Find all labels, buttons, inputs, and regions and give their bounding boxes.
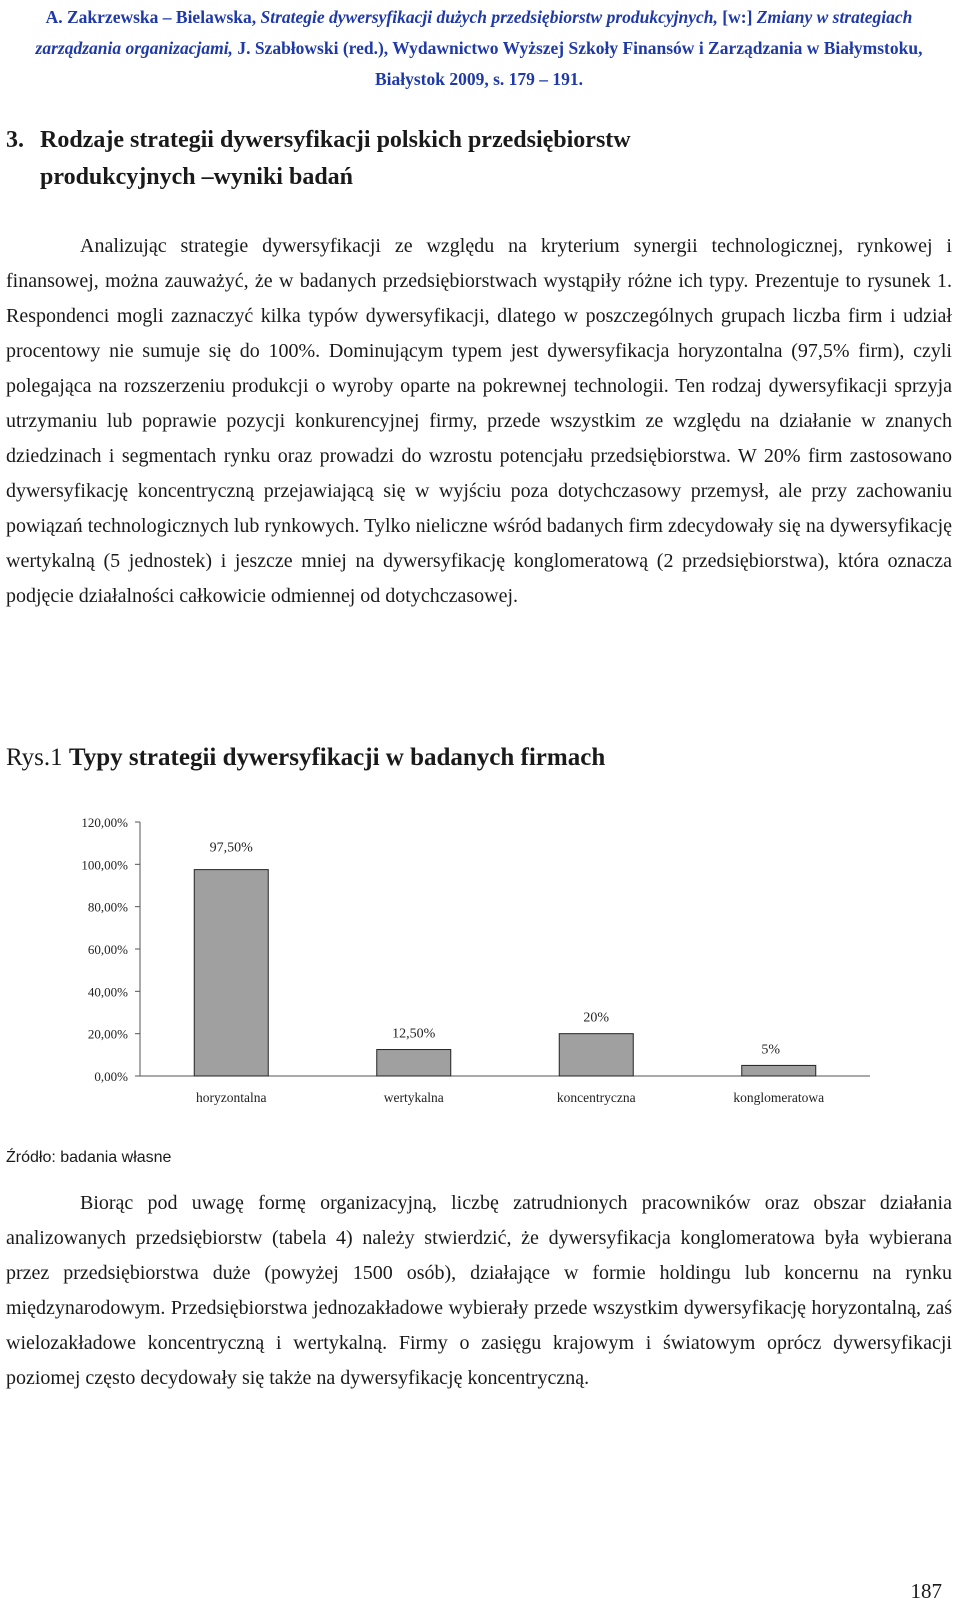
section-number: 3. xyxy=(6,127,24,153)
data-label: 12,50% xyxy=(392,1026,436,1042)
figure-title xyxy=(6,740,605,776)
figure-name: Typy strategii dywersyfikacji w badanych firmach xyxy=(68,744,606,771)
x-tick-label: koncentryczna xyxy=(556,1090,636,1105)
bar xyxy=(194,870,268,1076)
y-tick-label: 120,00% xyxy=(81,815,128,830)
data-label: 97,50% xyxy=(209,840,253,856)
x-tick-label: konglomeratowa xyxy=(733,1090,825,1105)
page-number: 187 xyxy=(910,1579,942,1603)
data-label: 20% xyxy=(583,1010,610,1026)
citation-book: Zmiany w strategiach zarządzania organizacjami, xyxy=(35,7,913,58)
y-tick-label: 80,00% xyxy=(87,899,128,915)
citation-header xyxy=(6,2,952,95)
section-heading xyxy=(6,122,906,196)
y-tick-label: 0,00% xyxy=(94,1069,128,1084)
bar xyxy=(742,1065,816,1076)
y-tick-label: 40,00% xyxy=(87,984,128,1000)
bar xyxy=(559,1034,633,1076)
citation-in: [w:] xyxy=(722,7,753,27)
chart-labels xyxy=(196,841,824,1105)
chart-bars xyxy=(194,870,816,1076)
figure-source: Źródło: badania własne xyxy=(6,1149,172,1166)
y-tick-label: 20,00% xyxy=(87,1026,128,1042)
y-tick-label: 100,00% xyxy=(81,857,128,873)
y-tick-label: 60,00% xyxy=(87,942,128,957)
paragraph-2: Biorąc pod uwagę formę organizacyjną, liczbę zatrudnionych pracowników oraz obszar działania analizowanych przedsiębiorstw (tabela 4) należy stwierdzić, że dywersyfikacja konglomeratowa była wybierana przez przedsiębiorstwa duże (powyżej 1500 osób), działające w formie holdingu lub koncernu na rynku międzynarodowym. Przedsiębiorstwa jednozakładowe wybierały przede wszystkim dywersyfikację horyzontalną, zaś wielozakładowe koncentryczną i wertykalną. Firmy o zasięgu krajowym i światowym oprócz dywersyfikacji poziomej często decydowały się także na dywersyfikację koncentryczną. xyxy=(6,1192,952,1389)
x-tick-label: horyzontalna xyxy=(196,1090,267,1105)
bar-chart xyxy=(56,810,886,1115)
paragraph-1: Analizując strategie dywersyfikacji ze względu na kryterium synergii technologicznej, rynkowej i finansowej, można zauważyć, że w badanych przedsiębiorstwach wystąpiły różne ich typy. Prezentuje to rysunek 1. Respondenci mogli zaznaczyć kilka typów dywersyfikacji, dlatego w poszczególnych grupach liczba firm i udział procentowy nie sumuje się do 100%. Dominującym typem jest dywersyfikacja horyzontalna (97,5% firm), czyli polegająca na rozszerzeniu produkcji o wyroby oparte na pokrewnej technologii. Ten rodzaj dywersyfikacji sprzyja utrzymaniu lub poprawie pozycji konkurencyjnej firmy, przede wszystkim ze względu na działanie w znanych dziedzinach i segmentach rynku oraz prowadzi do wzrostu potencjału przedsiębiorstwa. W 20% firm zastosowano dywersyfikację koncentryczną przejawiającą się w wyjściu poza dotychczasowy przemysł, ale przy zachowaniu powiązań technologicznych lub rynkowych. Tylko nieliczne wśród badanych firm zdecydowały się na dywersyfikację wertykalną (5 jednostek) i jeszcze mniej na dywersyfikację konglomeratową (2 przedsiębiorstwa), która oznacza podjęcie działalności całkowicie odmiennej od dotychczasowej. xyxy=(6,235,952,607)
section-title-line2: produkcyjnych –wyniki badań xyxy=(40,164,354,190)
figure-label: Rys.1 xyxy=(6,744,63,771)
data-label: 5% xyxy=(761,1042,781,1058)
x-tick-label: wertykalna xyxy=(383,1090,444,1105)
section-title-line1: Rodzaje strategii dywersyfikacji polskich przedsiębiorstw xyxy=(40,127,631,153)
bar xyxy=(377,1050,451,1076)
citation-editor: J. Szabłowski (red.), Wydawnictwo Wyższej Szkoły Finansów i Zarządzania w Białymstoku, Białystok 2009, s. 179 – 191. xyxy=(237,38,923,89)
citation-title: Strategie dywersyfikacji dużych przedsiębiorstw produkcyjnych, xyxy=(260,7,718,27)
citation-authors: A. Zakrzewska – Bielawska, xyxy=(45,7,257,27)
